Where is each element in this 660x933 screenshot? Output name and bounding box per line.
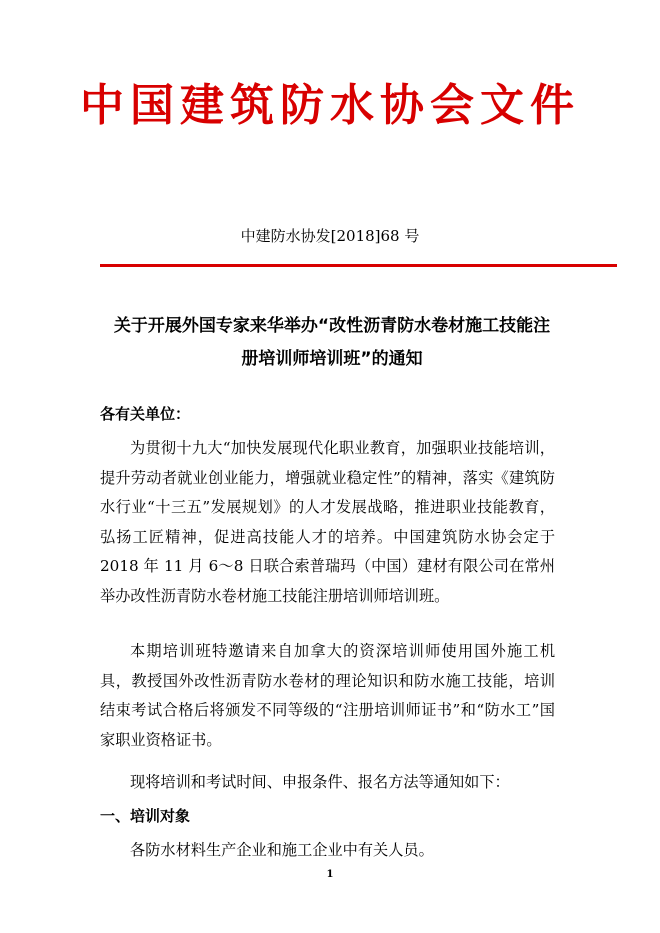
section-heading-training-target: 一、培训对象 — [100, 807, 191, 825]
document-header-title: 中国建筑防水协会文件 — [80, 80, 580, 131]
notice-title — [92, 310, 572, 376]
document-number: 中建防水协发[2018]68 号 — [240, 227, 420, 245]
notice-title-line-1: 关于开展外国专家来华举办“改性沥青防水卷材施工技能注 — [113, 316, 551, 336]
body-paragraph-3: 现将培训和考试时间、申报条件、报名方法等通知如下： — [130, 773, 510, 791]
body-paragraph-2: 本期培训班特邀请来自加拿大的资深培训师使用国外施工机具，教授国外改性沥青防水卷材的理论知识和防水施工技能，培训结束考试合格后将颁发不同等级的“注册培训师证书”和“防水工”国家职业资格证书。 — [100, 642, 555, 749]
page-number: 1 — [326, 869, 334, 880]
salutation: 各有关单位： — [100, 405, 191, 423]
section-text-training-target: 各防水材料生产企业和施工企业中有关人员。 — [130, 841, 434, 859]
notice-title-line-2: 册培训师培训班”的通知 — [241, 349, 423, 369]
body-paragraph-1: 为贯彻十九大“加快发展现代化职业教育，加强职业技能培训，提升劳动者就业创业能力，增强就业稳定性”的精神，落实《建筑防水行业“十三五”发展规划》的人才发展战略，推进职业技能教育，弘扬工匠精神，促进高技能人才的培养。中国建筑防水协会定于 2018 年 11 月 6～8 日联合索普瑞玛（中国）建材有限公司在常州举办改性沥青防水卷材施工技能注册培训师培训班。 — [100, 439, 555, 605]
red-divider-line — [100, 264, 617, 267]
